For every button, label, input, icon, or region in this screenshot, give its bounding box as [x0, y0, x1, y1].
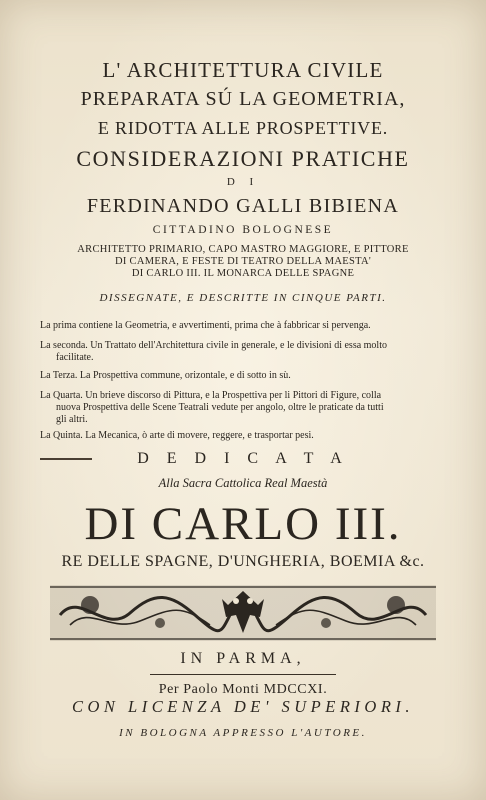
imprint-sold-at: IN BOLOGNA APPRESSO L'AUTORE. — [119, 727, 367, 739]
part-text: nuova Prospettiva delle Scene Teatrali vedute per angolo, oltre le praticate da tutti — [56, 402, 384, 413]
part-text: gli altri. — [56, 414, 88, 425]
part-1 — [40, 320, 456, 332]
imprint-place: IN PARMA, — [180, 650, 306, 667]
author-citizenship: CITTADINO BOLOGNESE — [152, 224, 334, 236]
dedication-row — [0, 450, 486, 468]
dedicata-label: D E D I C A T A — [137, 450, 349, 467]
part-text: La seconda. Un Trattato dell'Architettura civile in generale, e le divisioni di essa molto — [40, 340, 387, 351]
dedicatee-titles: RE DELLE SPAGNE, D'UNGHERIA, BOEMIA &c. — [61, 553, 425, 570]
part-2 — [40, 340, 456, 364]
part-text: La Quinta. La Mecanica, ò arte di movere, reggere, e trasportar pesi. — [40, 430, 314, 441]
title-line-4: CONSIDERAZIONI PRATICHE — [76, 146, 410, 171]
part-text: La prima contiene la Geometria, e avvertimenti, prima che à fabbricar si pervenga. — [40, 320, 371, 331]
divider — [150, 674, 336, 675]
title-di: D I — [226, 176, 260, 188]
title-line-3: E RIDOTTA ALLE PROSPETTIVE. — [97, 118, 389, 138]
title-line-1: L' ARCHITETTURA CIVILE — [102, 58, 384, 82]
author-title-line: ARCHITETTO PRIMARIO, CAPO MASTRO MAGGIORE, E PITTORE — [77, 244, 409, 255]
author-title-line: DI CAMERA, E FESTE DI TEATRO DELLA MAESTA' — [114, 256, 372, 267]
part-4 — [40, 390, 456, 426]
part-5 — [40, 430, 456, 442]
part-text: La Terza. La Prospettiva commune, orizontale, e di sotto in sù. — [40, 370, 291, 381]
imprint-license: CON LICENZA DE' SUPERIORI. — [71, 697, 415, 716]
dedication-to: Alla Sacra Cattolica Real Maestà — [158, 476, 328, 490]
title-line-2: PREPARATA SÚ LA GEOMETRIA, — [80, 88, 406, 110]
parts-heading: DISSEGNATE, E DESCRITTE IN CINQUE PARTI. — [99, 292, 387, 304]
printers-ornament — [50, 585, 436, 641]
dedicatee-name: DI CARLO III. — [84, 498, 402, 550]
author-name: FERDINANDO GALLI BIBIENA — [86, 195, 400, 217]
imprint-printer: Per Paolo Monti MDCCXI. — [158, 682, 328, 697]
part-text: La Quarta. Un brieve discorso di Pittura, e la Prospettiva per li Pittori di Figure, colla — [40, 390, 382, 401]
part-text: facilitate. — [56, 352, 94, 363]
author-titles — [0, 244, 486, 280]
author-title-line: DI CARLO III. IL MONARCA DELLE SPAGNE — [131, 268, 355, 279]
part-3 — [40, 370, 456, 382]
